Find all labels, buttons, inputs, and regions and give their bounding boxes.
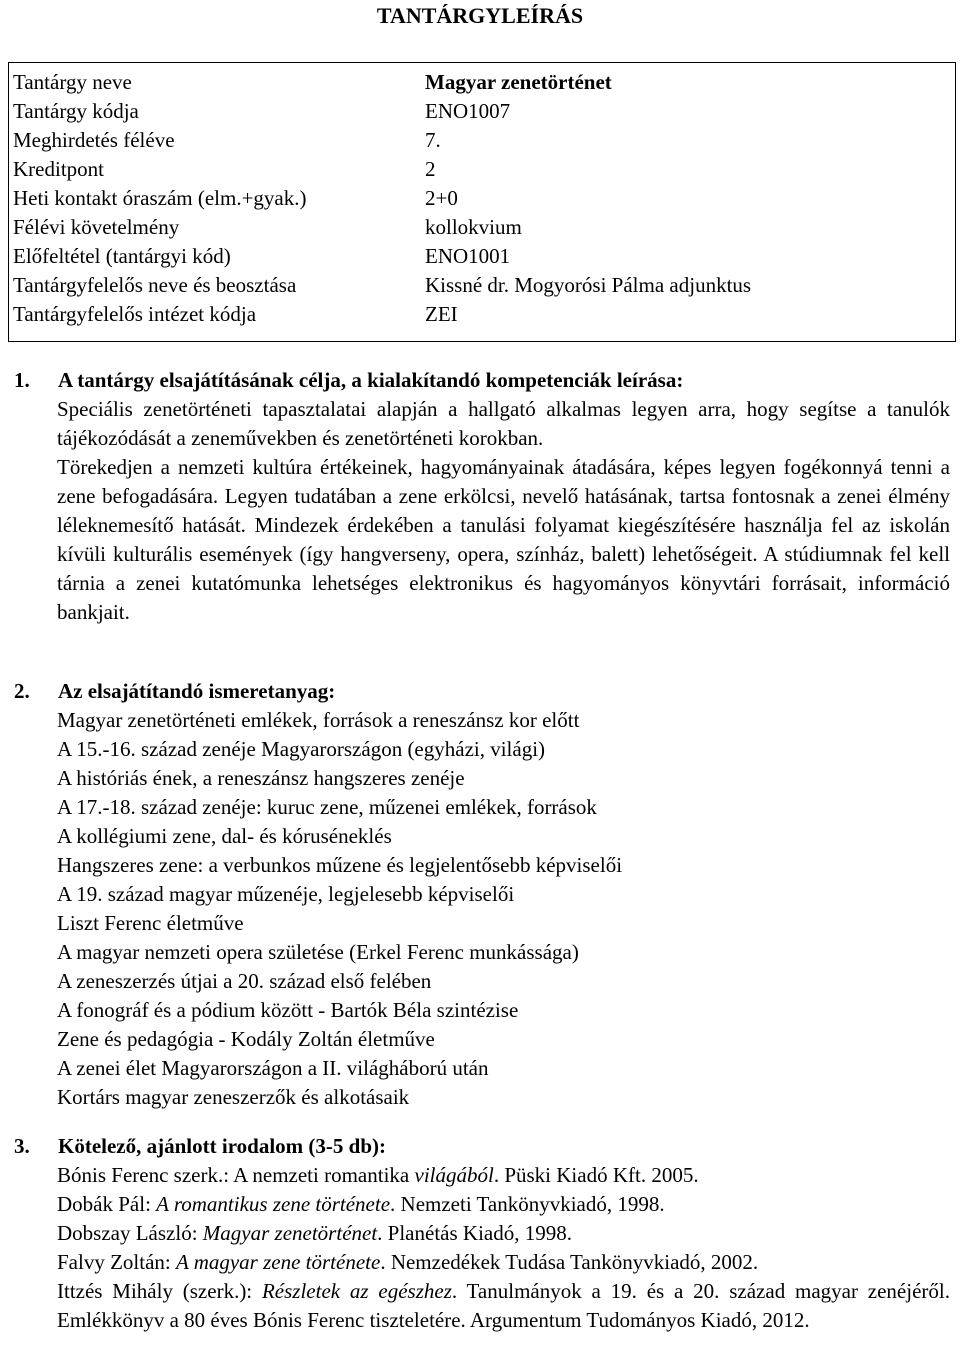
- info-value: 2+0: [425, 186, 458, 210]
- list-item: A 17.-18. század zenéje: kuruc zene, műzenei emlékek, források: [57, 795, 597, 819]
- section-heading: [14, 1132, 950, 1161]
- info-row-course-code: [13, 97, 953, 126]
- info-value: ZEI: [425, 302, 458, 326]
- list-item: A zenei élet Magyarországon a II. világháború után: [57, 1056, 489, 1080]
- list-item: Zene és pedagógia - Kodály Zoltán életműve: [57, 1027, 435, 1051]
- list-item: Hangszeres zene: a verbunkos műzene és legjelentősebb képviselői: [57, 853, 623, 877]
- list-item: A zeneszerzés útjai a 20. század első felében: [57, 969, 432, 993]
- list-item: A 19. század magyar műzenéje, legjelesebb képviselői: [57, 882, 515, 906]
- section-syllabus: [14, 677, 950, 1112]
- reference-item: Falvy Zoltán: A magyar zene története. Nemzedékek Tudása Tankönyvkiadó, 2002.: [57, 1250, 759, 1274]
- course-info-box: [8, 62, 956, 342]
- section-title: Kötelező, ajánlott irodalom (3-5 db):: [58, 1134, 386, 1158]
- info-row-hours: [13, 184, 953, 213]
- reference-item: Ittzés Mihály (szerk.): Részletek az egészhez. Tanulmányok a 19. és a 20. század magyar zenéjéről. Emlékkönyv a 80 éves Bónis Ferenc tiszteletére. Argumentum Tudományos Kiadó, 2012.: [57, 1279, 950, 1332]
- info-value: 7.: [425, 128, 441, 152]
- paragraph: Speciális zenetörténeti tapasztalatai alapján a hallgató alkalmas legyen arra, hogy segítse a tanulók tájékozódását a zeneművekben és zenetörténeti korokban.: [57, 397, 950, 450]
- section-title: Az elsajátítandó ismeretanyag:: [58, 679, 336, 703]
- section-heading: [14, 677, 950, 706]
- reference-item: Dobák Pál: A romantikus zene története. Nemzeti Tankönyvkiadó, 1998.: [57, 1192, 665, 1216]
- section-heading: [14, 366, 950, 395]
- info-label: Meghirdetés féléve: [13, 128, 175, 152]
- list-item: Liszt Ferenc életműve: [57, 911, 244, 935]
- list-item: A kollégiumi zene, dal- és kóruséneklés: [57, 824, 392, 848]
- info-label: Kreditpont: [13, 157, 104, 181]
- section-literature: [14, 1132, 950, 1335]
- section-number: 1.: [14, 368, 30, 392]
- info-value: Magyar zenetörténet: [425, 70, 612, 94]
- info-row-prerequisite: [13, 242, 953, 271]
- topic-list: [57, 706, 950, 1112]
- section-number: 3.: [14, 1134, 30, 1158]
- info-value: ENO1001: [425, 244, 511, 268]
- info-row-course-name: [13, 68, 953, 97]
- info-value: ENO1007: [425, 99, 511, 123]
- reference-item: Bónis Ferenc szerk.: A nemzeti romantika világából. Püski Kiadó Kft. 2005.: [57, 1163, 699, 1187]
- info-row-institute: [13, 300, 953, 329]
- info-label: Tantárgy kódja: [13, 99, 139, 123]
- info-label: Félévi követelmény: [13, 215, 180, 239]
- section-title: A tantárgy elsajátításának célja, a kialakítandó kompetenciák leírása:: [58, 368, 684, 392]
- info-row-credits: [13, 155, 953, 184]
- section-body: [57, 395, 950, 627]
- section-number: 2.: [14, 679, 30, 703]
- reference-list: [57, 1161, 950, 1335]
- list-item: A históriás ének, a reneszánsz hangszeres zenéje: [57, 766, 465, 790]
- info-label: Tantárgyfelelős neve és beosztása: [13, 273, 297, 297]
- reference-item: Dobszay László: Magyar zenetörténet. Planétás Kiadó, 1998.: [57, 1221, 572, 1245]
- list-item: A 15.-16. század zenéje Magyarországon (egyházi, világi): [57, 737, 546, 761]
- info-value: Kissné dr. Mogyorósi Pálma adjunktus: [425, 273, 752, 297]
- info-row-semester: [13, 126, 953, 155]
- info-label: Tantárgy neve: [13, 70, 132, 94]
- list-item: Magyar zenetörténeti emlékek, források a reneszánsz kor előtt: [57, 708, 580, 732]
- section-objectives: [14, 366, 950, 627]
- paragraph: Törekedjen a nemzeti kultúra értékeinek, hagyományainak átadására, képes legyen fogékonnyá tenni a zene befogadására. Legyen tudatában a zene erkölcsi, nevelő hatásának, tartsa fontosnak a zenei élmény léleknemesítő hatását. Mindezek érdekében a tanulási folyamat kiegészítésére használja fel az iskolán kívüli kulturális események (így hangverseny, opera, színház, balett) lehetőségeit. A stúdiumnak fel kell tárnia a zenei kutatómunka lehetséges elektronikus és hagyományos könyvtári forrásait, információ bankjait.: [57, 455, 950, 624]
- list-item: A fonográf és a pódium között - Bartók Béla szintézise: [57, 998, 519, 1022]
- info-label: Heti kontakt óraszám (elm.+gyak.): [13, 186, 307, 210]
- info-label: Tantárgyfelelős intézet kódja: [13, 302, 257, 326]
- document-title: TANTÁRGYLEÍRÁS: [376, 3, 584, 28]
- list-item: Kortárs magyar zeneszerzők és alkotásaik: [57, 1085, 410, 1109]
- info-value: 2: [425, 157, 436, 181]
- info-row-responsible: [13, 271, 953, 300]
- info-value: kollokvium: [425, 215, 522, 239]
- info-label: Előfeltétel (tantárgyi kód): [13, 244, 231, 268]
- info-row-requirement: [13, 213, 953, 242]
- list-item: A magyar nemzeti opera születése (Erkel Ferenc munkássága): [57, 940, 579, 964]
